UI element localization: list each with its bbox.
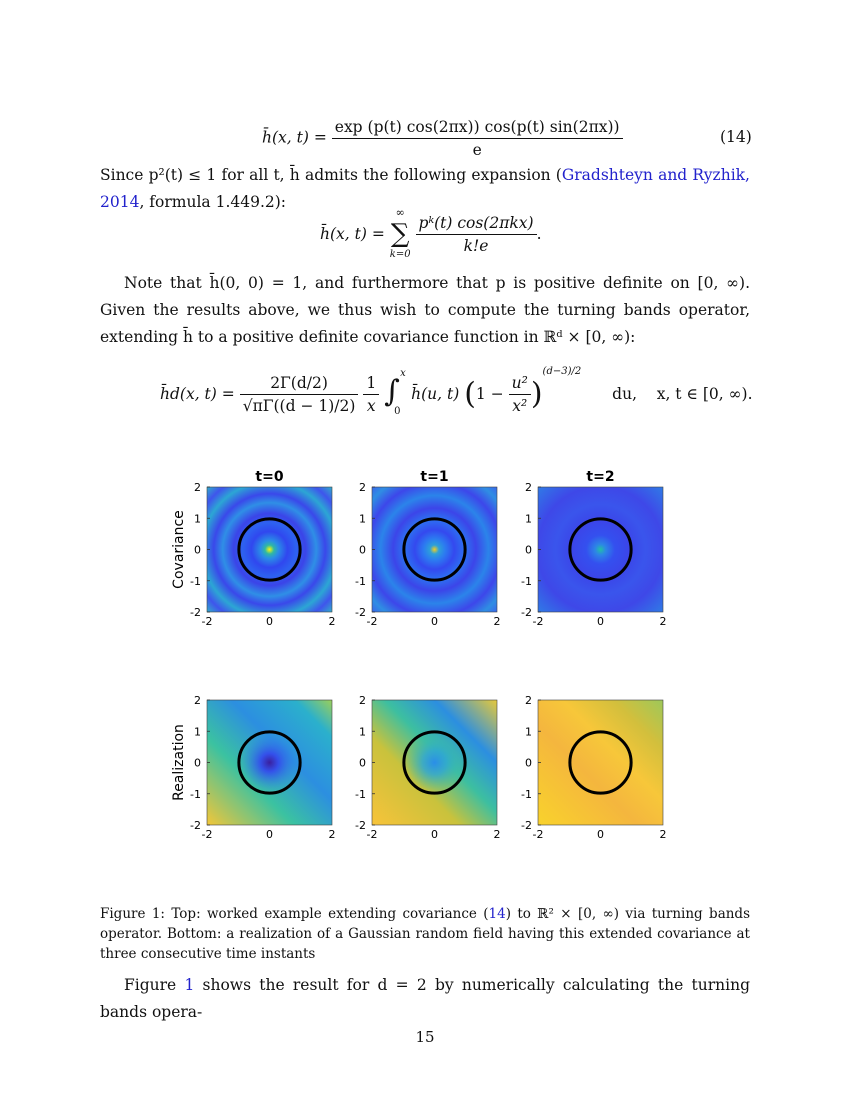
page-number: 15 [415, 1028, 435, 1046]
panel-covariance-t2 [521, 469, 666, 628]
tb-paren-num: u² [509, 374, 531, 395]
x-tick-label: 2 [493, 615, 501, 628]
y-tick-label: 1 [359, 512, 366, 526]
y-tick-label: 0 [194, 543, 201, 557]
tb-exponent: (d−3)/2 [542, 366, 582, 377]
y-tick-label: 1 [194, 512, 201, 526]
para3-text-b: shows the result for d = 2 by numerically calculating the turning bands opera- [100, 976, 750, 1021]
series-lhs: h̄(x, t) = [320, 225, 385, 243]
y-tick-label: -2 [355, 819, 366, 832]
x-tick-label: 2 [659, 615, 667, 628]
y-tick-label: 0 [525, 543, 532, 557]
y-tick-label: -1 [521, 787, 532, 801]
equation-14 [262, 118, 623, 159]
citation-link[interactable]: Gradshteyn and Ryzhik, 2014 [100, 166, 750, 211]
eq14-number: (14) [720, 128, 752, 146]
tb-fraction-gamma [240, 374, 359, 415]
series-end: . [536, 225, 542, 243]
column-title-t1: t=1 [420, 469, 449, 485]
equation-series [320, 206, 542, 262]
y-tick-label: 1 [525, 512, 532, 526]
tb-paren-prefix: 1 − [475, 385, 504, 403]
figure-panels [171, 469, 667, 841]
para3-text-a: Figure [124, 976, 185, 994]
caption-text-b: ) to ℝ² × [0, ∞) via turning bands operator. Bottom: a realization of a Gaussian random field having this extended covariance at three consecutive time instants [100, 906, 751, 962]
series-sum [390, 206, 411, 262]
x-tick-label: 0 [431, 615, 438, 628]
int-top: x [400, 368, 406, 379]
panel-covariance-t1 [355, 469, 500, 628]
x-tick-label: 2 [328, 828, 336, 841]
figure-ref-link[interactable]: 1 [184, 976, 195, 994]
heatmap-field [538, 487, 663, 612]
series-denominator: k!e [463, 236, 489, 255]
x-tick-label: 0 [597, 828, 604, 841]
tb-fraction-inv-x [363, 374, 379, 415]
paren-open: ( [464, 376, 476, 412]
paragraph-turning-bands: Note that h̄(0, 0) = 1, and furthermore that p is positive definite on [0, ∞). Given the results above, we thus wish to compute the turning bands operator, extending h̄ to a positive definite covariance function in ℝᵈ × [0, ∞): [100, 274, 750, 346]
heatmap-field [207, 487, 332, 612]
x-tick-label: 0 [597, 615, 604, 628]
tb-integrand: h̄(u, t) [411, 385, 460, 403]
y-tick-label: -2 [190, 606, 201, 619]
x-tick-label: -2 [201, 828, 213, 841]
x-tick-label: -2 [366, 828, 378, 841]
x-tick-label: -2 [532, 828, 544, 841]
y-tick-label: -2 [521, 606, 532, 619]
y-tick-label: -2 [190, 819, 201, 832]
y-tick-label: 0 [359, 543, 366, 557]
sum-bottom: k=0 [389, 249, 411, 260]
y-tick-label: 2 [359, 694, 366, 707]
x-tick-label: 2 [328, 615, 336, 628]
y-tick-label: 0 [194, 756, 201, 770]
x-tick-label: -2 [201, 615, 213, 628]
panel-realization-t0 [190, 694, 335, 841]
row-label-realization: Realization [171, 724, 187, 801]
y-tick-label: -1 [190, 787, 201, 801]
y-tick-label: 0 [359, 756, 366, 770]
y-tick-label: 1 [194, 725, 201, 739]
paragraph-results [100, 972, 750, 1026]
panel-realization-t2 [521, 694, 666, 841]
integral-sign: ∫ [384, 374, 400, 409]
caption-text-a: Figure 1: Top: worked example extending covariance ( [100, 906, 489, 922]
x-tick-label: -2 [532, 615, 544, 628]
x-tick-label: 0 [266, 615, 273, 628]
column-title-t2: t=2 [586, 469, 615, 485]
y-tick-label: -2 [521, 819, 532, 832]
eq14-lhs: h̄(x, t) = [262, 128, 327, 147]
tb-frac2-den: x [366, 396, 376, 415]
tb-paren-den: x² [512, 396, 528, 415]
y-tick-label: -1 [190, 574, 201, 588]
tb-integral [384, 368, 406, 417]
tb-paren-fraction [509, 374, 531, 415]
series-numerator: pᵏ(t) cos(2πkx) [416, 214, 537, 235]
series-fraction [416, 214, 537, 255]
panel-realization-t1 [355, 694, 500, 841]
panel-covariance-t0 [190, 469, 335, 628]
row-label-covariance: Covariance [171, 510, 187, 589]
y-tick-label: 2 [359, 481, 366, 494]
sum-top: ∞ [395, 206, 405, 219]
heatmap-field [538, 700, 663, 825]
sum-symbol: ∑ [390, 219, 410, 249]
y-tick-label: -2 [355, 606, 366, 619]
x-tick-label: -2 [366, 615, 378, 628]
x-tick-label: 2 [659, 828, 667, 841]
figure-caption [100, 904, 750, 964]
eq14-fraction [332, 118, 623, 159]
y-tick-label: 2 [525, 481, 532, 494]
tb-frac1-den: √πΓ((d − 1)/2) [242, 396, 356, 415]
y-tick-label: 1 [359, 725, 366, 739]
y-tick-label: 1 [525, 725, 532, 739]
y-tick-label: -1 [355, 787, 366, 801]
equation-turning-bands [160, 366, 753, 416]
para1-text-b: , formula 1.449.2): [139, 193, 287, 211]
paren-close: ) [530, 376, 543, 412]
tb-frac2-num: 1 [363, 374, 379, 395]
para1-text-a: Since p²(t) ≤ 1 for all t, h̄ admits the following expansion ( [100, 166, 562, 184]
column-title-t0: t=0 [255, 469, 284, 485]
x-tick-label: 0 [431, 828, 438, 841]
eq14-numerator: exp (p(t) cos(2πx)) cos(p(t) sin(2πx)) [332, 118, 623, 139]
heatmap-field [372, 487, 497, 612]
figure-1 [0, 455, 850, 855]
x-tick-label: 2 [493, 828, 501, 841]
caption-eq-ref[interactable]: 14 [488, 906, 506, 922]
y-tick-label: -1 [521, 574, 532, 588]
int-bottom: 0 [394, 406, 401, 417]
y-tick-label: 0 [525, 756, 532, 770]
y-tick-label: 2 [194, 481, 201, 494]
y-tick-label: 2 [525, 694, 532, 707]
eq14-denominator: e [472, 141, 482, 159]
y-tick-label: -1 [355, 574, 366, 588]
tb-tail: du, x, t ∈ [0, ∞). [612, 385, 753, 403]
tb-frac1-num: 2Γ(d/2) [240, 374, 359, 395]
y-tick-label: 2 [194, 694, 201, 707]
tb-lhs: h̄d(x, t) = [160, 385, 235, 403]
x-tick-label: 0 [266, 828, 273, 841]
